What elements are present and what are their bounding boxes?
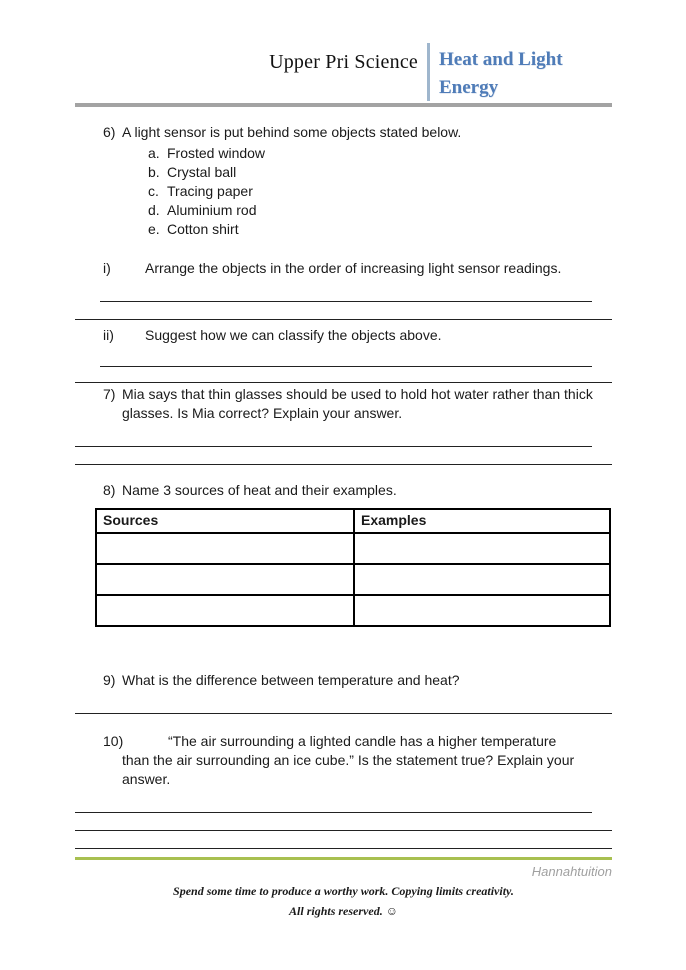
brand-name: Hannahtuition — [531, 864, 612, 879]
question-7 — [75, 385, 612, 423]
topic-title — [430, 43, 563, 101]
option-text: Crystal ball — [167, 164, 237, 180]
footer-rule — [75, 857, 612, 860]
header-rule — [75, 103, 612, 107]
option-d — [148, 201, 612, 220]
question-6-stem — [75, 123, 612, 142]
table-row — [96, 564, 610, 595]
course-title: Upper Pri Science — [269, 51, 418, 73]
answer-line — [75, 696, 612, 714]
option-b — [148, 163, 612, 182]
question-text: What is the difference between temperature and heat? — [122, 672, 460, 688]
table-cell — [354, 564, 610, 595]
question-text: Mia says that thin glasses should be used to hold hot water rather than thick glasses. Is Mia correct? Explain your answer. — [122, 386, 593, 421]
question-number: 10) — [103, 733, 124, 749]
footer-rights: All rights reserved. ☺ — [289, 904, 398, 918]
answer-area-10 — [75, 795, 612, 849]
answer-area-6i — [75, 284, 612, 320]
question-text: A light sensor is put behind some objects stated below. — [122, 124, 462, 140]
answer-line — [75, 429, 592, 447]
table-row — [96, 533, 610, 564]
option-text: Aluminium rod — [167, 202, 257, 218]
question-10 — [75, 732, 612, 789]
page-header — [75, 43, 612, 101]
option-label: e. — [148, 221, 160, 237]
answer-area-7 — [75, 429, 612, 465]
answer-area-6ii — [75, 351, 612, 383]
question-6i — [75, 259, 612, 278]
question-6ii — [75, 326, 612, 345]
column-header-sources: Sources — [96, 509, 354, 533]
answer-line — [75, 795, 592, 813]
answer-area-9 — [75, 696, 612, 714]
question-number: ii) — [103, 327, 114, 343]
option-text: Cotton shirt — [167, 221, 239, 237]
option-label: d. — [148, 202, 160, 218]
question-number: 6) — [103, 124, 116, 140]
question-text: Name 3 sources of heat and their examples. — [122, 482, 397, 498]
option-a — [148, 144, 612, 163]
question-text: “The air surrounding a lighted candle has a higher temperature than the air surrounding an ice cube.” Is the statement true? Explain your answer. — [122, 733, 575, 787]
table-cell — [354, 533, 610, 564]
table-cell — [96, 564, 354, 595]
option-e — [148, 220, 612, 239]
answer-line — [75, 302, 612, 320]
answer-line — [100, 351, 592, 367]
table-header-row — [96, 509, 610, 533]
table-cell — [96, 533, 354, 564]
question-number: 8) — [103, 482, 116, 498]
answer-line — [75, 813, 612, 831]
question-text: Suggest how we can classify the objects above. — [145, 327, 442, 343]
answer-line — [75, 831, 612, 849]
topic-title-line-1: Heat and Light — [439, 49, 563, 70]
question-6 — [75, 123, 612, 239]
question-text: Arrange the objects in the order of increasing light sensor readings. — [145, 260, 562, 276]
column-header-examples: Examples — [354, 509, 610, 533]
option-label: b. — [148, 164, 160, 180]
question-number: 7) — [103, 386, 116, 402]
question-number: i) — [103, 260, 111, 276]
table-cell — [96, 595, 354, 626]
question-number: 9) — [103, 672, 116, 688]
option-text: Tracing paper — [167, 183, 253, 199]
option-label: a. — [148, 145, 160, 161]
option-label: c. — [148, 183, 159, 199]
question-6-options — [75, 144, 612, 239]
table-cell — [354, 595, 610, 626]
table-row — [96, 595, 610, 626]
question-9 — [75, 671, 612, 690]
answer-line — [100, 284, 592, 302]
answer-line — [75, 447, 612, 465]
option-text: Frosted window — [167, 145, 266, 161]
option-c — [148, 182, 612, 201]
answer-line — [75, 367, 612, 383]
sources-examples-table — [95, 508, 611, 627]
topic-title-line-2: Energy — [439, 77, 499, 98]
question-8 — [75, 481, 612, 500]
footer-quote: Spend some time to produce a worthy work. Copying limits creativity. — [173, 884, 514, 898]
